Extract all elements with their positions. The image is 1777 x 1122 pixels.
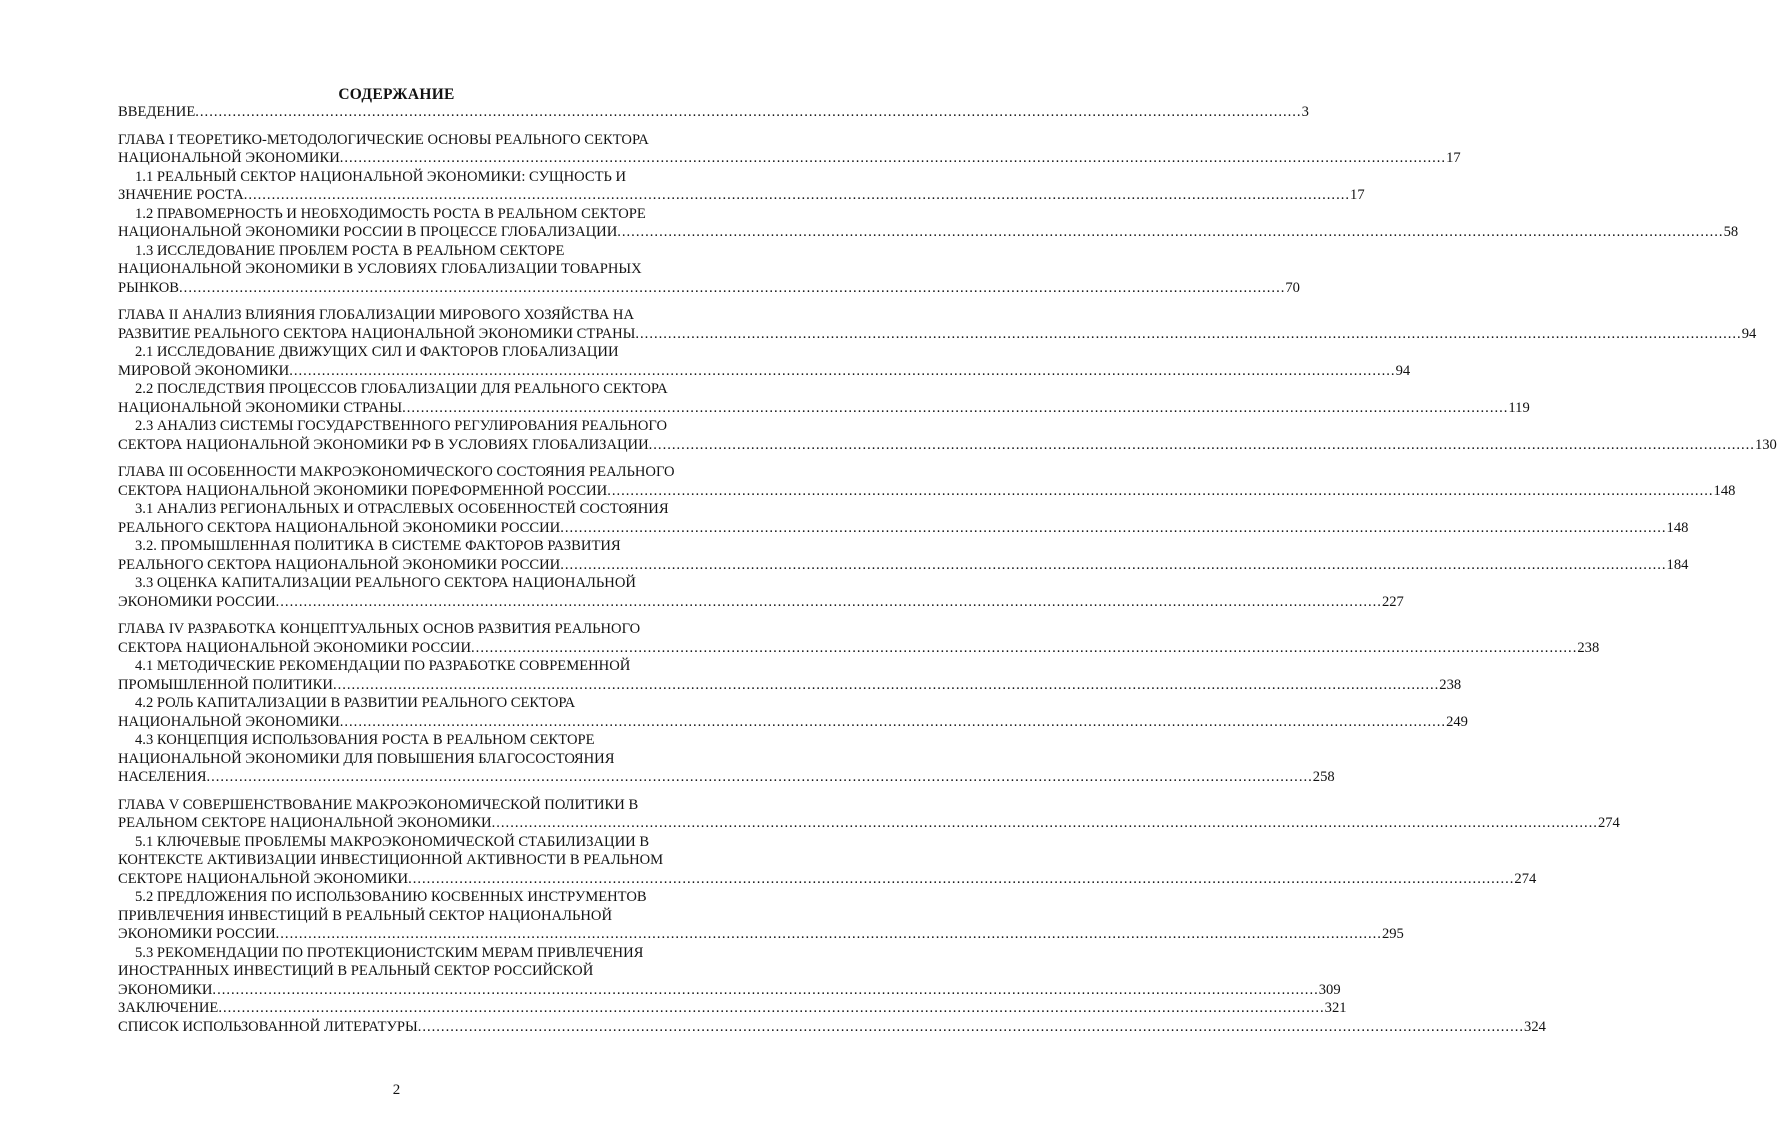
- toc-leader-dots: [649, 436, 1755, 455]
- toc-entry-last-line: [118, 399, 1530, 418]
- toc-entry-title: СЕКТОРЕ НАЦИОНАЛЬНОЙ ЭКОНОМИКИ: [118, 870, 409, 887]
- toc-leader-dots: [492, 814, 1598, 833]
- toc-leader-dots: [333, 676, 1439, 695]
- toc-entry: [118, 999, 1347, 1018]
- toc-entry-title: ЭКОНОМИКИ: [118, 981, 213, 998]
- toc-page-number: 94: [1395, 362, 1411, 379]
- toc-entry-last-line: [118, 325, 1757, 344]
- toc-entry-title: РЕАЛЬНОМ СЕКТОРЕ НАЦИОНАЛЬНОЙ ЭКОНОМИКИ: [118, 815, 492, 831]
- toc-entry-last-line: [118, 436, 1777, 455]
- toc-leader-dots: [289, 362, 1395, 381]
- page-number: 2: [392, 1082, 401, 1098]
- toc-entry-title: НАЦИОНАЛЬНОЙ ЭКОНОМИКИ: [118, 150, 340, 166]
- toc-entry: [118, 796, 1620, 833]
- toc-entry-title: НАЦИОНАЛЬНОЙ ЭКОНОМИКИ: [118, 713, 340, 730]
- toc-leader-dots: [617, 223, 1723, 242]
- toc-entry-last-line: [118, 639, 1600, 658]
- toc-page-number: 238: [1577, 639, 1600, 656]
- toc-entry-last-line: [118, 814, 1620, 833]
- toc-page-number: 148: [1666, 519, 1689, 536]
- toc-entry-title: НАЦИОНАЛЬНОЙ ЭКОНОМИКИ СТРАНЫ: [118, 399, 403, 416]
- toc-leader-dots: [635, 325, 1741, 344]
- toc-page-number: 249: [1446, 713, 1468, 730]
- toc-entry: [118, 574, 1404, 611]
- toc-entry-last-line: [118, 1018, 1546, 1037]
- toc-page-number: 148: [1713, 482, 1736, 499]
- toc-leader-dots: [402, 399, 1508, 418]
- toc-entry-title: РЫНКОВ: [118, 279, 180, 296]
- toc-entry-title: ЗАКЛЮЧЕНИЕ: [118, 1000, 219, 1016]
- toc-page-number: 227: [1381, 593, 1404, 610]
- toc-entry-line: 5.2 ПРЕДЛОЖЕНИЯ ПО ИСПОЛЬЗОВАНИЮ КОСВЕННЫХ ИНСТРУМЕНТОВ: [135, 889, 647, 905]
- toc-leader-dots: [276, 925, 1382, 944]
- toc-entry-line: КОНТЕКСТЕ АКТИВИЗАЦИИ ИНВЕСТИЦИОННОЙ АКТИВНОСТИ В РЕАЛЬНОМ: [118, 852, 664, 868]
- toc-entry: [118, 168, 1365, 205]
- toc-leader-dots: [244, 186, 1350, 205]
- toc-entry-title: ПРОМЫШЛЕННОЙ ПОЛИТИКИ: [118, 676, 333, 693]
- toc-page-number: 309: [1318, 981, 1341, 998]
- toc-entry: [118, 657, 1462, 694]
- toc-entry: [118, 731, 1335, 787]
- toc-entry-title: РАЗВИТИЕ РЕАЛЬНОГО СЕКТОРА НАЦИОНАЛЬНОЙ ЭКОНОМИКИ СТРАНЫ: [118, 325, 636, 342]
- toc-entry: [118, 888, 1404, 944]
- toc-leader-dots: [212, 981, 1318, 1000]
- toc-page-number: 321: [1324, 1000, 1347, 1016]
- toc-leader-dots: [218, 999, 1324, 1018]
- toc-page-number: 324: [1524, 1018, 1546, 1035]
- toc-page-number: 238: [1439, 676, 1462, 693]
- toc-entry-line: 1.3 ИССЛЕДОВАНИЕ ПРОБЛЕМ РОСТА В РЕАЛЬНОМ СЕКТОРЕ: [135, 242, 565, 259]
- toc-page-number: 94: [1741, 325, 1757, 342]
- toc-entry-line: 1.2 ПРАВОМЕРНОСТЬ И НЕОБХОДИМОСТЬ РОСТА В РЕАЛЬНОМ СЕКТОРЕ: [135, 205, 646, 222]
- toc-entry: [118, 131, 1461, 168]
- toc-entry-last-line: [118, 103, 1309, 122]
- toc-entry-last-line: [118, 149, 1461, 168]
- toc-entry-line: ГЛАВА IV РАЗРАБОТКА КОНЦЕПТУАЛЬНЫХ ОСНОВ РАЗВИТИЯ РЕАЛЬНОГО: [118, 621, 641, 637]
- toc-entry-line: ГЛАВА III ОСОБЕННОСТИ МАКРОЭКОНОМИЧЕСКОГО СОСТОЯНИЯ РЕАЛЬНОГО: [118, 464, 675, 480]
- toc-entry-line: ПРИВЛЕЧЕНИЯ ИНВЕСТИЦИЙ В РЕАЛЬНЫЙ СЕКТОР НАЦИОНАЛЬНОЙ: [118, 907, 612, 924]
- toc-entry-title: ВВЕДЕНИЕ: [118, 104, 196, 120]
- toc-entry-line: ГЛАВА II АНАЛИЗ ВЛИЯНИЯ ГЛОБАЛИЗАЦИИ МИРОВОГО ХОЗЯЙСТВА НА: [118, 307, 635, 323]
- toc-entry: [118, 380, 1530, 417]
- toc-leader-dots: [560, 556, 1666, 575]
- toc-entry: [118, 694, 1468, 731]
- toc-entry-line: 1.1 РЕАЛЬНЫЙ СЕКТОР НАЦИОНАЛЬНОЙ ЭКОНОМИКИ: СУЩНОСТЬ И: [135, 168, 627, 185]
- toc-entry-title: ЗНАЧЕНИЕ РОСТА: [118, 187, 244, 203]
- toc-entry-last-line: [118, 981, 1341, 1000]
- toc-page-number: 58: [1723, 224, 1739, 240]
- toc-entry-last-line: [118, 279, 1300, 298]
- toc-leader-dots: [560, 519, 1666, 538]
- toc-leader-dots: [340, 713, 1446, 732]
- toc-entry-line: НАЦИОНАЛЬНОЙ ЭКОНОМИКИ ДЛЯ ПОВЫШЕНИЯ БЛАГОСОСТОЯНИЯ: [118, 750, 615, 767]
- toc-entry-title: МИРОВОЙ ЭКОНОМИКИ: [118, 362, 290, 379]
- toc-entry-last-line: [118, 556, 1689, 575]
- toc-entry-title: РЕАЛЬНОГО СЕКТОРА НАЦИОНАЛЬНОЙ ЭКОНОМИКИ РОССИИ: [118, 556, 561, 573]
- toc-page-number: 184: [1666, 556, 1689, 573]
- toc-entry-line: 3.1 АНАЛИЗ РЕГИОНАЛЬНЫХ И ОТРАСЛЕВЫХ ОСОБЕННОСТЕЙ СОСТОЯНИЯ: [135, 501, 669, 517]
- toc-entry: [118, 417, 1777, 454]
- toc-entry-last-line: [118, 713, 1468, 732]
- toc-leader-dots: [408, 870, 1514, 889]
- toc-page-number: 119: [1508, 399, 1530, 416]
- table-of-contents: [118, 103, 1777, 1036]
- toc-leader-dots: [206, 768, 1312, 787]
- toc-entry-line: 3.3 ОЦЕНКА КАПИТАЛИЗАЦИИ РЕАЛЬНОГО СЕКТОРА НАЦИОНАЛЬНОЙ: [135, 575, 636, 591]
- toc-entry-line: ГЛАВА V СОВЕРШЕНСТВОВАНИЕ МАКРОЭКОНОМИЧЕСКОЙ ПОЛИТИКИ В: [118, 796, 639, 813]
- toc-entry: [118, 833, 1537, 889]
- toc-entry: [118, 500, 1689, 537]
- toc-entry: [118, 620, 1600, 657]
- toc-entry: [118, 103, 1309, 122]
- toc-entry-line: 5.3 РЕКОМЕНДАЦИИ ПО ПРОТЕКЦИОНИСТСКИМ МЕРАМ ПРИВЛЕЧЕНИЯ: [135, 944, 644, 961]
- toc-entry: [118, 242, 1300, 298]
- toc-entry-line: 3.2. ПРОМЫШЛЕННАЯ ПОЛИТИКА В СИСТЕМЕ ФАКТОРОВ РАЗВИТИЯ: [135, 538, 621, 554]
- toc-page-number: 17: [1350, 187, 1365, 203]
- toc-entry-title: СЕКТОРА НАЦИОНАЛЬНОЙ ЭКОНОМИКИ РФ В УСЛОВИЯХ ГЛОБАЛИЗАЦИИ: [118, 436, 649, 453]
- toc-entry-last-line: [118, 676, 1462, 695]
- toc-entry: [118, 537, 1689, 574]
- toc-entry: [118, 306, 1757, 343]
- toc-entry-line: 2.1 ИССЛЕДОВАНИЕ ДВИЖУЩИХ СИЛ И ФАКТОРОВ ГЛОБАЛИЗАЦИИ: [135, 344, 619, 360]
- toc-entry: [118, 944, 1341, 1000]
- toc-entry-last-line: [118, 870, 1537, 889]
- toc-entry-last-line: [118, 999, 1347, 1018]
- toc-page-number: 3: [1301, 104, 1309, 120]
- toc-entry: [118, 1018, 1546, 1037]
- toc-page-number: 70: [1285, 279, 1300, 296]
- toc-entry-last-line: [118, 186, 1365, 205]
- toc-entry-title: СЕКТОРА НАЦИОНАЛЬНОЙ ЭКОНОМИКИ РОССИИ: [118, 639, 472, 656]
- toc-entry-line: 4.2 РОЛЬ КАПИТАЛИЗАЦИИ В РАЗВИТИИ РЕАЛЬНОГО СЕКТОРА: [135, 695, 576, 711]
- toc-entry-line: ИНОСТРАННЫХ ИНВЕСТИЦИЙ В РЕАЛЬНЫЙ СЕКТОР РОССИЙСКОЙ: [118, 963, 594, 979]
- toc-page-number: 274: [1597, 815, 1620, 831]
- toc-leader-dots: [607, 482, 1713, 501]
- toc-entry-last-line: [118, 482, 1736, 501]
- toc-entry-title: СПИСОК ИСПОЛЬЗОВАННОЙ ЛИТЕРАТУРЫ: [118, 1018, 418, 1035]
- toc-entry-line: 5.1 КЛЮЧЕВЫЕ ПРОБЛЕМЫ МАКРОЭКОНОМИЧЕСКОЙ СТАБИЛИЗАЦИИ В: [135, 833, 650, 850]
- toc-entry-last-line: [118, 925, 1404, 944]
- toc-entry-line: 2.2 ПОСЛЕДСТВИЯ ПРОЦЕССОВ ГЛОБАЛИЗАЦИИ ДЛЯ РЕАЛЬНОГО СЕКТОРА: [135, 381, 668, 397]
- page-title: СОДЕРЖАНИЕ: [338, 86, 455, 103]
- toc-leader-dots: [179, 279, 1285, 298]
- toc-entry-title: СЕКТОРА НАЦИОНАЛЬНОЙ ЭКОНОМИКИ ПОРЕФОРМЕННОЙ РОССИИ: [118, 482, 608, 499]
- toc-leader-dots: [471, 639, 1577, 658]
- toc-leader-dots: [340, 149, 1446, 168]
- toc-entry-last-line: [118, 519, 1689, 538]
- toc-leader-dots: [195, 103, 1301, 122]
- toc-entry: [118, 343, 1411, 380]
- toc-entry-title: РЕАЛЬНОГО СЕКТОРА НАЦИОНАЛЬНОЙ ЭКОНОМИКИ РОССИИ: [118, 519, 561, 536]
- toc-entry-title: НАЦИОНАЛЬНОЙ ЭКОНОМИКИ РОССИИ В ПРОЦЕССЕ ГЛОБАЛИЗАЦИИ: [118, 224, 618, 240]
- toc-entry-title: ЭКОНОМИКИ РОССИИ: [118, 926, 276, 942]
- toc-entry-line: НАЦИОНАЛЬНОЙ ЭКОНОМИКИ В УСЛОВИЯХ ГЛОБАЛИЗАЦИИ ТОВАРНЫХ: [118, 261, 642, 277]
- toc-entry-line: 4.1 МЕТОДИЧЕСКИЕ РЕКОМЕНДАЦИИ ПО РАЗРАБОТКЕ СОВРЕМЕННОЙ: [135, 658, 631, 674]
- toc-entry-title: НАСЕЛЕНИЯ: [118, 769, 207, 785]
- toc-page-number: 130: [1754, 436, 1777, 453]
- toc-page-number: 17: [1446, 150, 1461, 166]
- toc-entry-line: 4.3 КОНЦЕПЦИЯ ИСПОЛЬЗОВАНИЯ РОСТА В РЕАЛЬНОМ СЕКТОРЕ: [135, 732, 595, 748]
- toc-page-number: 258: [1312, 769, 1335, 785]
- toc-entry-last-line: [118, 362, 1411, 381]
- toc-entry-line: 2.3 АНАЛИЗ СИСТЕМЫ ГОСУДАРСТВЕННОГО РЕГУЛИРОВАНИЯ РЕАЛЬНОГО: [135, 418, 668, 434]
- toc-entry-last-line: [118, 223, 1739, 242]
- toc-leader-dots: [276, 593, 1382, 612]
- toc-page-number: 295: [1381, 926, 1404, 942]
- toc-entry: [118, 463, 1736, 500]
- toc-entry-last-line: [118, 768, 1335, 787]
- toc-entry-last-line: [118, 593, 1404, 612]
- toc-leader-dots: [418, 1018, 1524, 1037]
- toc-entry: [118, 205, 1739, 242]
- toc-page-number: 274: [1514, 870, 1537, 887]
- toc-entry-line: ГЛАВА I ТЕОРЕТИКО-МЕТОДОЛОГИЧЕСКИЕ ОСНОВЫ РЕАЛЬНОГО СЕКТОРА: [118, 131, 649, 148]
- toc-entry-title: ЭКОНОМИКИ РОССИИ: [118, 593, 276, 610]
